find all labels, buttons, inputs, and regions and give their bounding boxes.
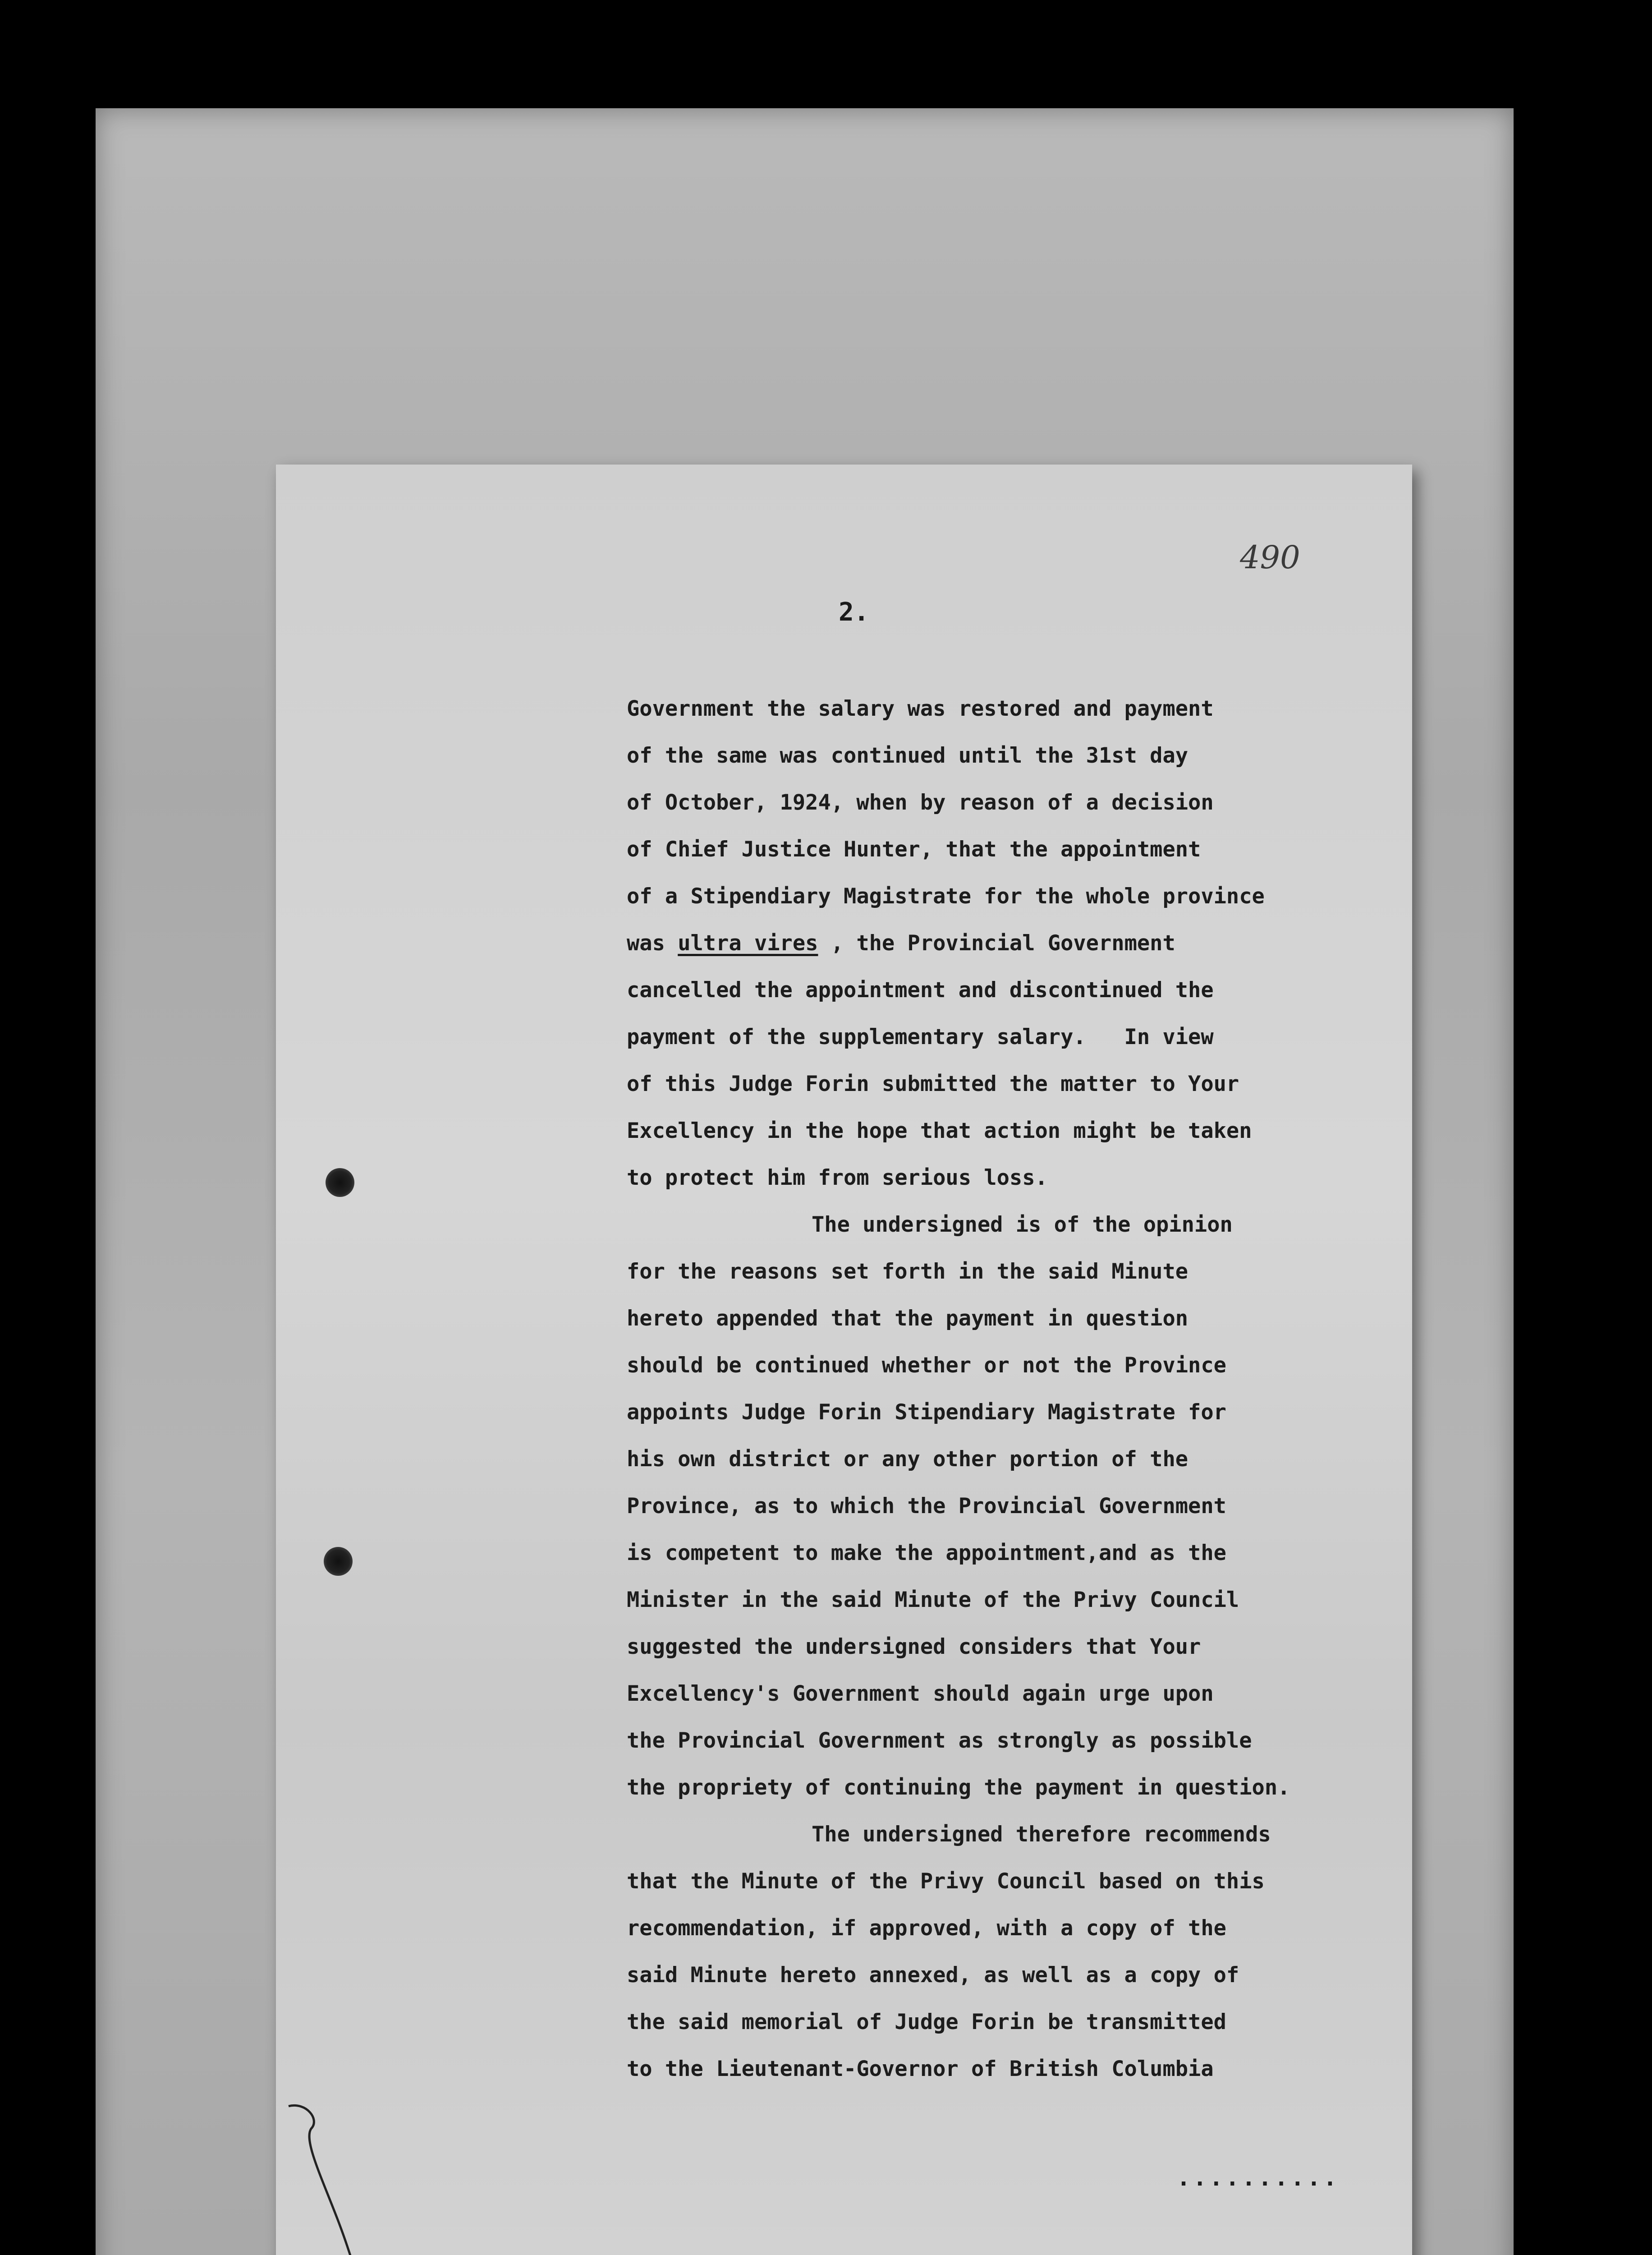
text-line: suggested the undersigned considers that Your [627, 1634, 1201, 1659]
paragraph-start-line: The undersigned therefore recommends [812, 1822, 1271, 1847]
text-line: is competent to make the appointment,and as the [627, 1541, 1226, 1565]
text-line: to the Lieutenant-Governor of British Columbia [627, 2057, 1214, 2081]
text-line-ultra-vires [627, 920, 1357, 967]
text-line: that the Minute of the Privy Council based on this [627, 1869, 1265, 1894]
text-line: should be continued whether or not the Province [627, 1353, 1226, 1378]
text-line: of Chief Justice Hunter, that the appointment [627, 837, 1201, 862]
text-line: to protect him from serious loss. [627, 1165, 1048, 1190]
folio-number: 490 [1240, 539, 1300, 576]
text-line: his own district or any other portion of the [627, 1447, 1189, 1472]
text-line: the said memorial of Judge Forin be transmitted [627, 2010, 1226, 2034]
text-line: hereto appended that the payment in question [627, 1306, 1189, 1331]
paragraph-start-line: The undersigned is of the opinion [812, 1212, 1233, 1237]
text-line: of this Judge Forin submitted the matter to Your [627, 1072, 1239, 1096]
text-line: for the reasons set forth in the said Minute [627, 1259, 1189, 1284]
text-line: Minister in the said Minute of the Privy Council [627, 1588, 1239, 1612]
text-line: of the same was continued until the 31st day [627, 743, 1189, 768]
punch-hole-upper [326, 1168, 354, 1197]
text-line: said Minute hereto annexed, as well as a copy of [627, 1963, 1239, 1988]
continuation-dots: .......... [1177, 2165, 1340, 2191]
text-line: Province, as to which the Provincial Government [627, 1494, 1226, 1519]
text-fragment: was [627, 931, 665, 956]
text-line: recommendation, if approved, with a copy of the [627, 1916, 1226, 1941]
typed-body-text [627, 686, 1357, 2093]
text-line: Excellency's Government should again urge upon [627, 1681, 1214, 1706]
pencil-mark [280, 2102, 415, 2255]
text-line: appoints Judge Forin Stipendiary Magistrate for [627, 1400, 1226, 1425]
text-line: cancelled the appointment and discontinued the [627, 978, 1214, 1003]
text-line: the Provincial Government as strongly as possible [627, 1728, 1252, 1753]
text-line: Excellency in the hope that action might be taken [627, 1118, 1252, 1143]
text-fragment: , the Provincial Government [818, 931, 1175, 956]
text-line: of October, 1924, when by reason of a decision [627, 790, 1214, 815]
page-number: 2. [839, 598, 869, 627]
text-line: of a Stipendiary Magistrate for the whole province [627, 884, 1265, 909]
text-line: Government the salary was restored and payment [627, 696, 1214, 721]
underlined-term: ultra vires [678, 931, 818, 956]
text-line: payment of the supplementary salary. In view [627, 1025, 1214, 1049]
punch-hole-lower [324, 1547, 353, 1576]
text-line: the propriety of continuing the payment in question. [627, 1775, 1290, 1800]
